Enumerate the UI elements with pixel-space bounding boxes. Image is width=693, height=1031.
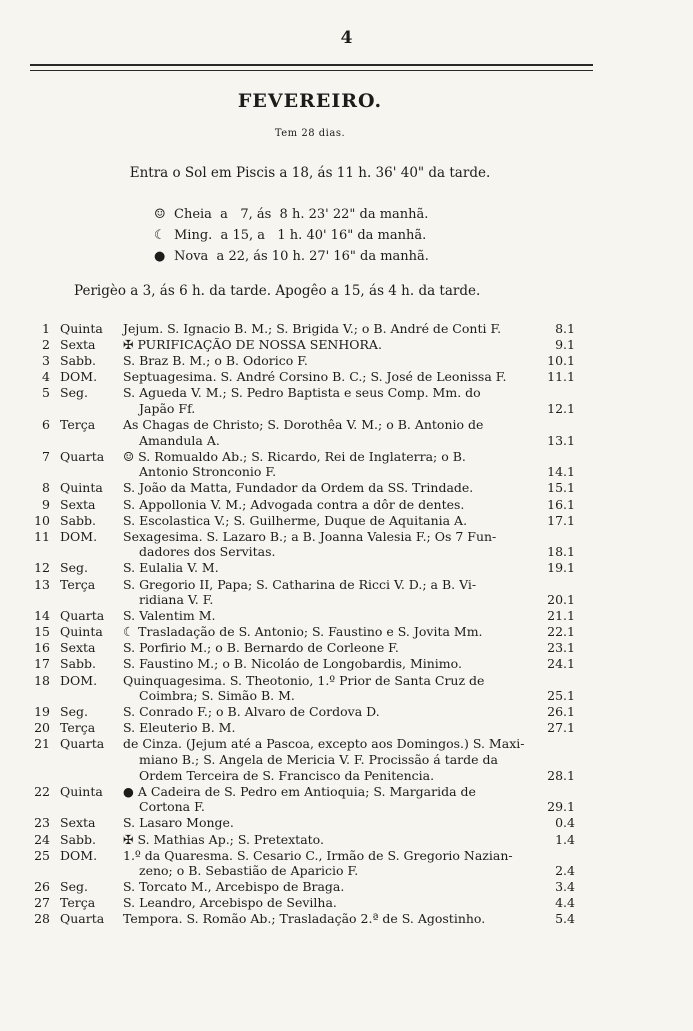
saints-text [122, 513, 535, 529]
calendar-entry [30, 815, 575, 831]
day-number: 18 [34, 672, 50, 688]
weekday: Sabb. [60, 831, 96, 847]
saints-line: S. Conrado F.; o B. Alvaro de Cordova D. [123, 704, 380, 720]
moon-age-ref: 28.1 [547, 767, 575, 783]
weekday: Terça [60, 576, 96, 592]
calendar-entry [30, 608, 575, 624]
saints-text [122, 895, 535, 911]
saints-line: ☾ Trasladação de S. Antonio; S. Faustino e S. Jovita Mm. [123, 624, 483, 640]
calendar-entry [30, 449, 575, 480]
saints-line: S. Leandro, Arcebispo de Sevilha. [123, 895, 337, 911]
calendar-entry [30, 560, 575, 576]
calendar-entry [30, 513, 575, 529]
saints-line: ✠ S. Mathias Ap.; S. Pretextato. [123, 831, 324, 847]
calendar-entry [30, 577, 575, 608]
saints-line: S. Eulalia V. M. [123, 560, 219, 576]
saints-text [122, 529, 535, 560]
saints-text [122, 337, 535, 353]
saints-line: S. Braz B. M.; o B. Odorico F. [123, 353, 308, 369]
calendar-entry [30, 529, 575, 560]
day-number: 22 [34, 783, 50, 799]
day-number: 13 [34, 576, 50, 592]
page-number: 4 [340, 28, 353, 48]
calendar-entry [30, 480, 575, 496]
saints-text [122, 832, 535, 848]
calendar-entry [30, 704, 575, 720]
moon-age-ref: 21.1 [547, 608, 575, 624]
saints-text [122, 704, 535, 720]
full-moon-icon: ☺ [154, 207, 166, 222]
moon-age-ref: 17.1 [547, 512, 575, 528]
saints-line: S. Lasaro Monge. [123, 815, 234, 831]
calendar-entry [30, 879, 575, 895]
day-number: 26 [34, 879, 50, 895]
saints-text [122, 385, 535, 416]
day-number: 6 [42, 417, 50, 433]
moon-age-ref: 13.1 [547, 432, 575, 448]
day-number: 12 [34, 560, 50, 576]
saints-text [122, 848, 535, 879]
saints-text [122, 560, 535, 576]
days-note: Tem 28 dias. [274, 128, 346, 139]
saints-text [122, 879, 535, 895]
saints-text [122, 449, 535, 480]
saints-line: S. Faustino M.; o B. Nicoláo de Longobardis, Minimo. [123, 656, 462, 672]
saints-line: S. Gregorio II, Papa; S. Catharina de Ricci V. D.; a B. Vi- [123, 576, 477, 592]
saints-line: Septuagesima. S. André Corsino B. C.; S. José de Leonissa F. [123, 369, 507, 385]
weekday: DOM. [60, 847, 98, 863]
moon-age-ref: 24.1 [547, 656, 575, 672]
saints-line: ridiana V. F. [139, 592, 214, 608]
moon-age-ref: 1.4 [555, 831, 575, 847]
saints-line: ● A Cadeira de S. Pedro em Antioquia; S. Margarida de [123, 783, 476, 799]
weekday: DOM. [60, 369, 98, 385]
weekday: Seg. [60, 704, 88, 720]
saints-line: S. Agueda V. M.; S. Pedro Baptista e seus Comp. Mm. do [123, 385, 481, 401]
moon-age-ref: 9.1 [555, 337, 575, 353]
calendar-entry [30, 736, 575, 783]
saints-text [122, 369, 535, 385]
weekday: Sabb. [60, 656, 96, 672]
calendar-entry [30, 832, 575, 848]
weekday: Quinta [60, 321, 103, 336]
calendar-entry [30, 848, 575, 879]
calendar-entry [30, 784, 575, 815]
saints-line: S. Eleuterio B. M. [123, 720, 236, 736]
saints-line: Quinquagesima. S. Theotonio, 1.º Prior de Santa Cruz de [123, 672, 485, 688]
day-number: 2 [42, 337, 50, 353]
day-number: 5 [42, 385, 50, 401]
saints-line: Japão Ff. [139, 400, 196, 416]
saints-line: miano B.; S. Angela de Mericia V. F. Procissão á tarde da [139, 752, 498, 768]
moon-age-ref: 15.1 [547, 480, 575, 496]
saints-text [122, 673, 535, 704]
day-number: 16 [34, 640, 50, 656]
day-number: 20 [34, 720, 50, 736]
weekday: Sabb. [60, 353, 96, 369]
weekday: Sexta [60, 640, 96, 656]
saints-line: 1.º da Quaresma. S. Cesario C., Irmão de S. Gregorio Nazian- [123, 847, 513, 863]
calendar-entry [30, 385, 575, 416]
saints-line: zeno; o B. Sebastião de Aparicio F. [139, 863, 359, 879]
calendar-entry [30, 417, 575, 448]
saints-line: S. Escolastica V.; S. Guilherme, Duque de Aquitania A. [123, 512, 468, 528]
weekday: Sabb. [60, 512, 96, 528]
weekday: Terça [60, 895, 96, 911]
moon-age-ref: 12.1 [547, 400, 575, 416]
saints-line: de Cinza. (Jejum até a Pascoa, excepto aos Domingos.) S. Maxi- [123, 736, 525, 752]
moon-age-ref: 3.4 [555, 879, 575, 895]
waning-moon-icon: ☾ [154, 228, 166, 243]
saints-line: Ordem Terceira de S. Francisco da Penitencia. [139, 767, 435, 783]
moon-age-ref: 5.4 [555, 911, 575, 927]
sun-entry: Entra o Sol em Piscis a 18, ás 11 h. 36' 40" da tarde. [129, 165, 491, 181]
day-number: 17 [34, 656, 50, 672]
weekday: Sexta [60, 337, 96, 353]
day-number: 3 [42, 353, 50, 369]
weekday: Seg. [60, 879, 88, 895]
saints-text [122, 480, 535, 496]
saints-line: S. Appollonia V. M.; Advogada contra a dôr de dentes. [123, 496, 465, 512]
calendar-entry [30, 720, 575, 736]
moon-age-ref: 25.1 [547, 688, 575, 704]
day-number: 24 [34, 831, 50, 847]
calendar-entry [30, 369, 575, 385]
weekday: DOM. [60, 672, 98, 688]
weekday: Quinta [60, 624, 103, 640]
weekday: Quarta [60, 736, 105, 752]
perigee-apogee: Perigèo a 3, ás 6 h. da tarde. Apogêo a 15, ás 4 h. da tarde. [74, 283, 481, 299]
saints-text [122, 911, 535, 927]
calendar-entry [30, 321, 575, 337]
calendar-entry [30, 337, 575, 353]
saints-text [122, 321, 535, 337]
moon-age-ref: 19.1 [547, 560, 575, 576]
saints-line: Sexagesima. S. Lazaro B.; a B. Joanna Valesia F.; Os 7 Fun- [123, 528, 497, 544]
day-number: 19 [34, 704, 50, 720]
new-moon-icon: ● [154, 249, 166, 264]
saints-text [122, 784, 535, 815]
moon-age-ref: 0.4 [555, 815, 575, 831]
weekday: Quarta [60, 608, 105, 624]
moon-age-ref: 23.1 [547, 640, 575, 656]
moon-age-ref: 26.1 [547, 704, 575, 720]
calendar-entry [30, 624, 575, 640]
saints-line: Coimbra; S. Simão B. M. [139, 688, 295, 704]
moon-phase-row [154, 225, 429, 246]
saints-text [122, 736, 535, 783]
moon-phases [154, 204, 429, 267]
day-number: 25 [34, 847, 50, 863]
moon-age-ref: 8.1 [555, 321, 575, 336]
moon-age-ref: 27.1 [547, 720, 575, 736]
saints-line: Amandula A. [139, 432, 220, 448]
calendar-entry [30, 911, 575, 927]
moon-phase-text: Cheia a 7, ás 8 h. 23' 22" da manhã. [174, 207, 429, 222]
weekday: Quarta [60, 448, 105, 464]
saints-text [122, 720, 535, 736]
saints-line: S. Valentim M. [123, 608, 216, 624]
day-number: 9 [42, 496, 50, 512]
saints-text [122, 640, 535, 656]
day-number: 21 [34, 736, 50, 752]
calendar-entry [30, 497, 575, 513]
saints-text [122, 577, 535, 608]
day-number: 27 [34, 895, 50, 911]
saints-text [122, 624, 535, 640]
moon-age-ref: 4.4 [555, 895, 575, 911]
saints-text [122, 497, 535, 513]
moon-age-ref: 20.1 [547, 592, 575, 608]
saints-text [122, 815, 535, 831]
moon-age-ref: 16.1 [547, 496, 575, 512]
saints-line: Cortona F. [139, 799, 205, 815]
saints-line: As Chagas de Christo; S. Dorothêa V. M.; o B. Antonio de [123, 417, 484, 433]
weekday: Seg. [60, 560, 88, 576]
moon-phase-row [154, 246, 429, 267]
saints-text [122, 353, 535, 369]
moon-age-ref: 2.4 [555, 863, 575, 879]
saints-line: dadores dos Servitas. [139, 544, 276, 560]
moon-phase-text: Ming. a 15, a 1 h. 40' 16" da manhã. [174, 228, 427, 243]
day-number: 14 [34, 608, 50, 624]
calendar-entry [30, 353, 575, 369]
saints-line: Tempora. S. Romão Ab.; Trasladação 2.ª de S. Agostinho. [123, 911, 486, 927]
day-number: 1 [42, 321, 50, 336]
moon-age-ref: 10.1 [547, 353, 575, 369]
saints-line: Jejum. S. Ignacio B. M.; S. Brigida V.; o B. André de Conti F. [123, 321, 502, 336]
moon-age-ref: 11.1 [547, 369, 575, 385]
day-number: 23 [34, 815, 50, 831]
saints-line: Antonio Stronconio F. [139, 464, 277, 480]
calendar-entry [30, 640, 575, 656]
calendar-entry [30, 673, 575, 704]
saints-line: S. Torcato M., Arcebispo de Braga. [123, 879, 345, 895]
day-number: 7 [42, 448, 50, 464]
moon-age-ref: 18.1 [547, 544, 575, 560]
calendar-entry [30, 656, 575, 672]
day-number: 28 [34, 911, 50, 927]
saints-text [122, 608, 535, 624]
weekday: Quarta [60, 911, 105, 927]
moon-age-ref: 29.1 [547, 799, 575, 815]
moon-age-ref: 22.1 [547, 624, 575, 640]
weekday: Terça [60, 720, 96, 736]
saints-text [122, 656, 535, 672]
weekday: Sexta [60, 815, 96, 831]
saints-text [122, 417, 535, 448]
day-number: 15 [34, 624, 50, 640]
moon-phase-text: Nova a 22, ás 10 h. 27' 16" da manhã. [174, 249, 429, 264]
calendar-list [30, 321, 575, 928]
moon-phase-row [154, 204, 429, 225]
weekday: Quinta [60, 480, 103, 496]
weekday: Sexta [60, 496, 96, 512]
month-title: FEVEREIRO. [237, 90, 383, 112]
weekday: Seg. [60, 385, 88, 401]
saints-line: ✠ PURIFICAÇÃO DE NOSSA SENHORA. [123, 337, 382, 353]
weekday: Quinta [60, 783, 103, 799]
day-number: 11 [34, 528, 50, 544]
weekday: DOM. [60, 528, 98, 544]
day-number: 8 [42, 480, 50, 496]
weekday: Terça [60, 417, 96, 433]
header-rule [30, 64, 593, 71]
saints-line: S. João da Matta, Fundador da Ordem da SS. Trindade. [123, 480, 474, 496]
saints-line: S. Porfirio M.; o B. Bernardo de Corleone F. [123, 640, 399, 656]
day-number: 4 [42, 369, 50, 385]
calendar-entry [30, 895, 575, 911]
moon-age-ref: 14.1 [547, 464, 575, 480]
saints-line: ☺ S. Romualdo Ab.; S. Ricardo, Rei de Inglaterra; o B. [123, 448, 466, 464]
day-number: 10 [34, 512, 50, 528]
